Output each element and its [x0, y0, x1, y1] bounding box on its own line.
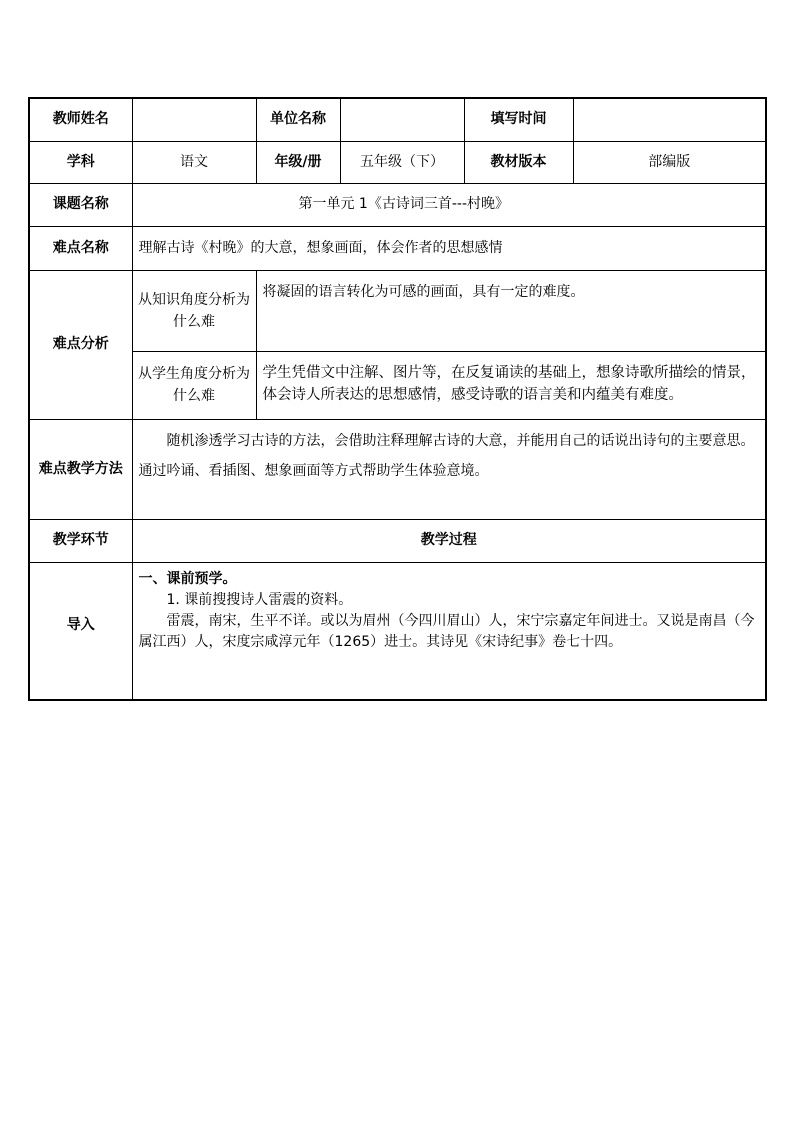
header-row-1 — [29, 98, 766, 141]
method-value: 随机渗透学习古诗的方法，会借助注释理解古诗的大意，并能用自己的话说出诗句的主要意思。通过吟诵、看插图、想象画面等方式帮助学生体验意境。 — [132, 419, 766, 519]
difficulty-label: 难点名称 — [29, 226, 132, 270]
knowledge-angle-label: 从知识角度分析为什么难 — [132, 270, 256, 351]
lesson-row — [29, 183, 766, 226]
knowledge-angle-value: 将凝固的语言转化为可感的画面，具有一定的难度。 — [256, 270, 766, 351]
header-row-2 — [29, 141, 766, 183]
teacher-name-label: 教师姓名 — [29, 98, 132, 141]
intro-content — [132, 562, 766, 700]
student-angle-label: 从学生角度分析为什么难 — [132, 351, 256, 419]
difficulty-row — [29, 226, 766, 270]
intro-paragraph: 雷震，南宋，生平不详。或以为眉州（今四川眉山）人，宋宁宗嘉定年间进士。又说是南昌（今属江西）人，宋度宗咸淳元年（1265）进士。其诗见《宋诗纪事》卷七十四。 — [138, 612, 755, 650]
difficulty-value: 理解古诗《村晚》的大意，想象画面，体会作者的思想感情 — [132, 226, 766, 270]
grade-value: 五年级（下） — [340, 141, 464, 183]
analysis-label: 难点分析 — [29, 270, 132, 419]
process-header-label: 教学过程 — [132, 519, 766, 562]
unit-name-label: 单位名称 — [256, 98, 340, 141]
analysis-row-student — [29, 351, 766, 419]
edition-label: 教材版本 — [464, 141, 573, 183]
process-header-row — [29, 519, 766, 562]
analysis-row-knowledge — [29, 270, 766, 351]
fill-date-value — [573, 98, 766, 141]
method-label: 难点教学方法 — [29, 419, 132, 519]
fill-date-label: 填写时间 — [464, 98, 573, 141]
lesson-title-value: 第一单元 1《古诗词三首---村晚》 — [132, 183, 766, 226]
subject-label: 学科 — [29, 141, 132, 183]
intro-label: 导入 — [29, 562, 132, 700]
lesson-title-label: 课题名称 — [29, 183, 132, 226]
edition-value: 部编版 — [573, 141, 766, 183]
teacher-name-value — [132, 98, 256, 141]
grade-label: 年级/册 — [256, 141, 340, 183]
stage-header-label: 教学环节 — [29, 519, 132, 562]
intro-row — [29, 562, 766, 700]
intro-section-title: 一、课前预学。 — [138, 570, 237, 587]
student-angle-value: 学生凭借文中注解、图片等，在反复诵读的基础上，想象诗歌所描绘的情景，体会诗人所表达的思想感情，感受诗歌的语言美和内蕴美有难度。 — [256, 351, 766, 419]
lesson-plan-table — [28, 97, 767, 701]
unit-name-value — [340, 98, 464, 141]
subject-value: 语文 — [132, 141, 256, 183]
method-row — [29, 419, 766, 519]
intro-item-1: 1. 课前搜搜诗人雷震的资料。 — [166, 591, 353, 608]
